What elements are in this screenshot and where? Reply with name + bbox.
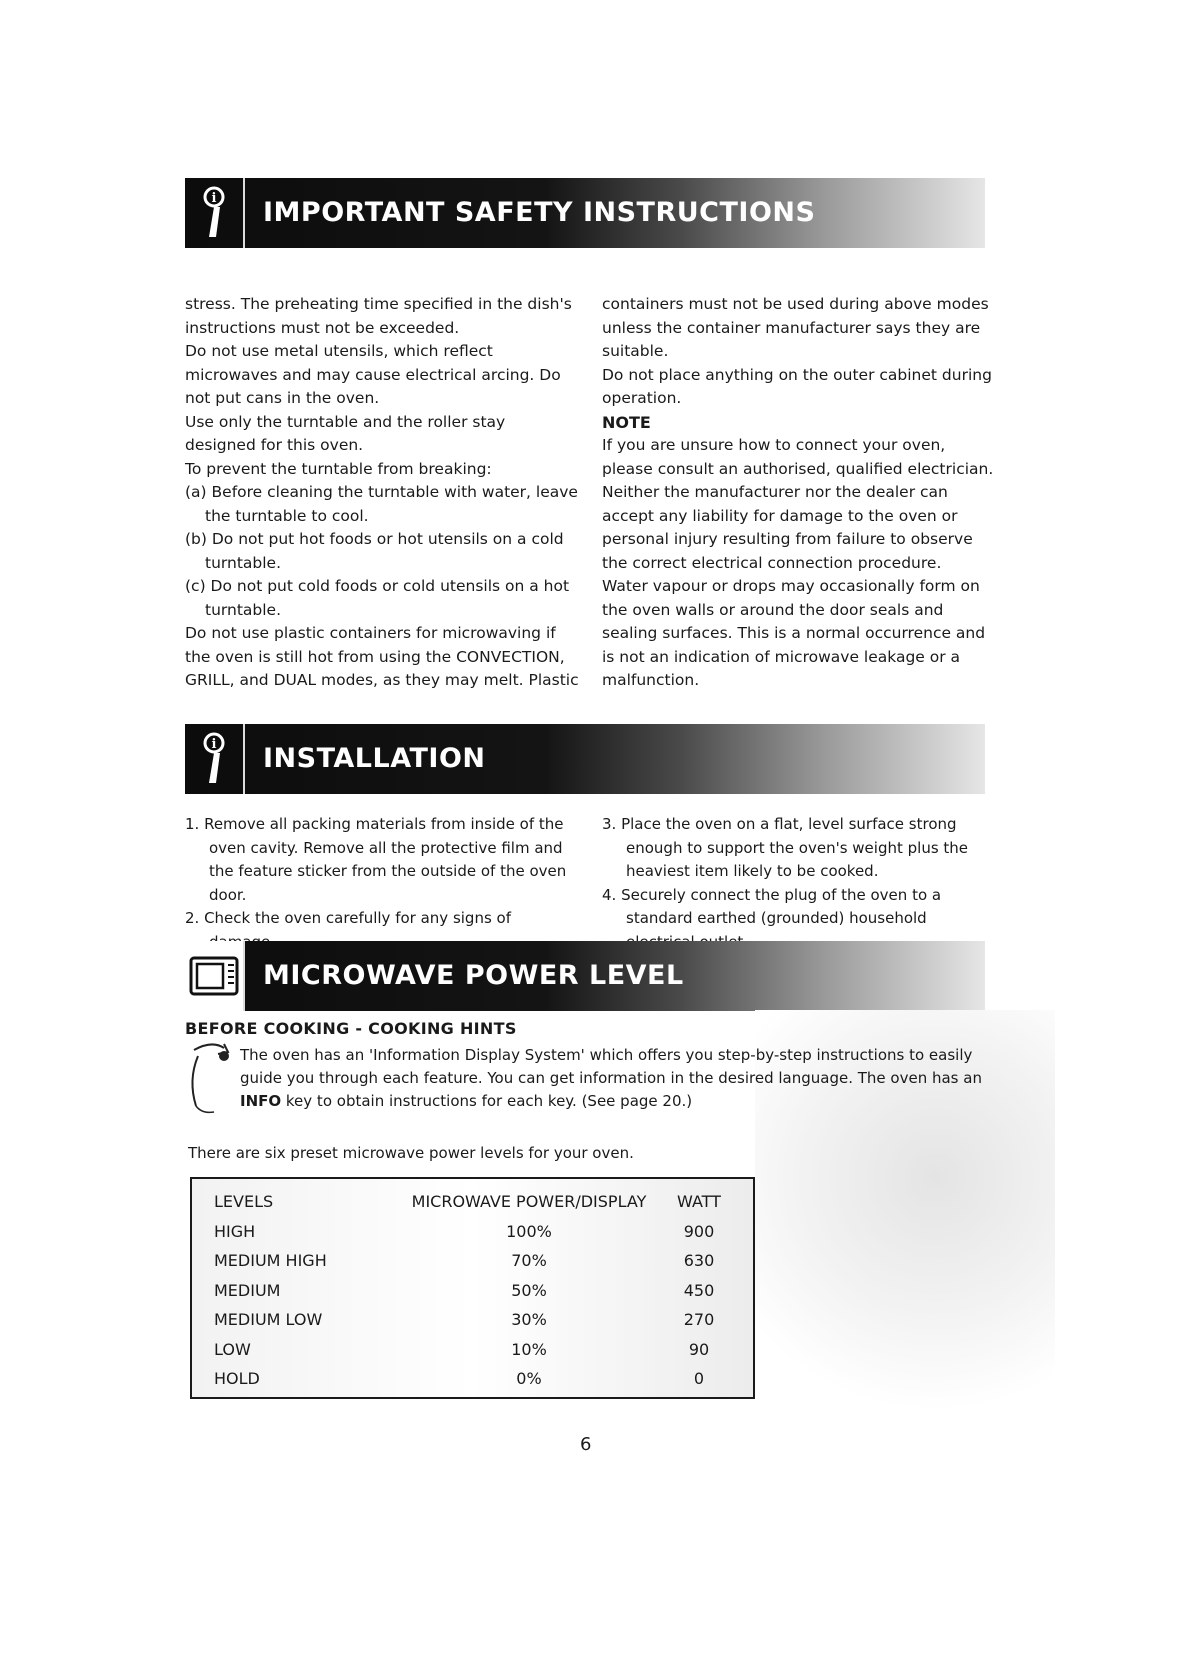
- safety-list-item: (a) Before cleaning the turntable with water, leave the turntable to cool.: [185, 483, 578, 525]
- table-row: [214, 1364, 729, 1394]
- table-header-row: [214, 1187, 729, 1217]
- safety-paragraph: To prevent the turntable from breaking:: [185, 459, 492, 478]
- level-cell: MEDIUM: [214, 1280, 281, 1300]
- safety-list-item: (b) Do not put hot foods or hot utensils on a cold turntable.: [185, 530, 564, 572]
- table-row: [214, 1305, 729, 1335]
- svg-text:i: i: [211, 191, 217, 206]
- watt-cell: 450: [683, 1280, 715, 1300]
- page-number: 6: [580, 1434, 592, 1455]
- safety-paragraph: Use only the turntable and the roller stay designed for this oven.: [185, 412, 506, 454]
- safety-paragraph: containers must not be used during above modes unless the container manufacturer says they are suitable.: [602, 295, 989, 360]
- level-cell: MEDIUM HIGH: [214, 1251, 327, 1271]
- installation-step: 1. Remove all packing materials from inside of the oven cavity. Remove all the protective film and the feature sticker from the outside of the oven door.: [185, 815, 567, 904]
- safety-list-item: (c) Do not put cold foods or cold utensils on a hot turntable.: [185, 577, 570, 619]
- table-row: [214, 1217, 729, 1247]
- level-cell: HOLD: [214, 1369, 260, 1389]
- watt-cell: 900: [683, 1221, 715, 1241]
- note-paragraph: Water vapour or drops may occasionally form on the oven walls or around the door seals and sealing surfaces. This is a normal occurrence and is not an indication of microwave leakage or a malfunction.: [602, 577, 986, 689]
- power-level-title: MICROWAVE POWER LEVEL: [263, 960, 684, 991]
- cooking-hints-heading: BEFORE COOKING - COOKING HINTS: [185, 1019, 517, 1038]
- installation-title: INSTALLATION: [263, 743, 486, 774]
- installation-step: 3. Place the oven on a flat, level surface strong enough to support the oven's weight plus the heaviest item likely to be cooked.: [602, 815, 969, 880]
- watt-cell: 270: [683, 1310, 715, 1330]
- column-header-watt: WATT: [677, 1192, 721, 1212]
- microwave-oven-icon: [185, 941, 245, 1011]
- power-cell: 100%: [506, 1221, 552, 1241]
- watt-cell: 0: [693, 1369, 705, 1389]
- installation-right-list: [602, 813, 997, 954]
- level-cell: MEDIUM LOW: [214, 1310, 323, 1330]
- safety-info-icon: [185, 178, 245, 248]
- power-level-table: [190, 1177, 755, 1399]
- svg-text:i: i: [211, 737, 217, 752]
- safety-banner: [185, 178, 985, 248]
- safety-paragraph: Do not use plastic containers for microwaving if the oven is still hot from using the CONVECTION, GRILL, and DUAL modes, as they may melt. Plastic: [185, 624, 579, 689]
- table-row: [214, 1276, 729, 1306]
- power-cell: 30%: [511, 1310, 547, 1330]
- safety-title: IMPORTANT SAFETY INSTRUCTIONS: [263, 197, 816, 228]
- column-header-power: MICROWAVE POWER/DISPLAY: [411, 1192, 647, 1212]
- installation-left-list: [185, 813, 580, 954]
- power-level-banner: [185, 941, 985, 1011]
- table-row: [214, 1246, 729, 1276]
- watt-cell: 90: [688, 1339, 710, 1359]
- installation-step: 2. Check the oven carefully for any signs of: [185, 909, 511, 927]
- watt-cell: 630: [683, 1251, 715, 1271]
- level-cell: LOW: [214, 1339, 251, 1359]
- level-cell: HIGH: [214, 1221, 256, 1241]
- note-paragraph: If you are unsure how to connect your oven, please consult an authorised, qualified electrician.: [602, 436, 994, 478]
- hints-text-part: The oven has an 'Information Display System' which offers you step-by-step instructions to easily guide you through each feature. You can get information in the desired language. The oven has an: [240, 1046, 982, 1087]
- safety-paragraph: stress. The preheating time specified in the dish's instructions must not be exceeded.: [185, 295, 572, 337]
- note-paragraph: Neither the manufacturer nor the dealer can accept any liability for damage to the oven or personal injury resulting from failure to observe the correct electrical connection procedure.: [602, 483, 973, 572]
- chef-hint-icon: [184, 1040, 236, 1134]
- power-cell: 0%: [516, 1369, 542, 1389]
- preset-levels-intro: There are six preset microwave power levels for your oven.: [188, 1144, 634, 1162]
- table-row: [214, 1335, 729, 1365]
- power-cell: 70%: [511, 1251, 547, 1271]
- info-key-label: INFO: [240, 1092, 282, 1110]
- power-cell: 10%: [511, 1339, 547, 1359]
- note-heading: NOTE: [602, 412, 651, 432]
- safety-left-column: [185, 293, 580, 693]
- safety-right-column: [602, 293, 997, 693]
- installation-info-icon: [185, 724, 245, 794]
- hints-text-part: key to obtain instructions for each key. (See page 20.): [281, 1092, 693, 1110]
- cooking-hints-text: [240, 1044, 990, 1113]
- safety-paragraph: Do not use metal utensils, which reflect microwaves and may cause electrical arcing. Do not put cans in the oven.: [185, 342, 561, 407]
- power-cell: 50%: [511, 1280, 547, 1300]
- installation-banner: [185, 724, 985, 794]
- safety-paragraph: Do not place anything on the outer cabinet during operation.: [602, 365, 992, 407]
- installation-step: 4. Securely connect the plug of the oven to a standard earthed (grounded) household: [602, 885, 942, 927]
- column-header-levels: LEVELS: [214, 1192, 274, 1212]
